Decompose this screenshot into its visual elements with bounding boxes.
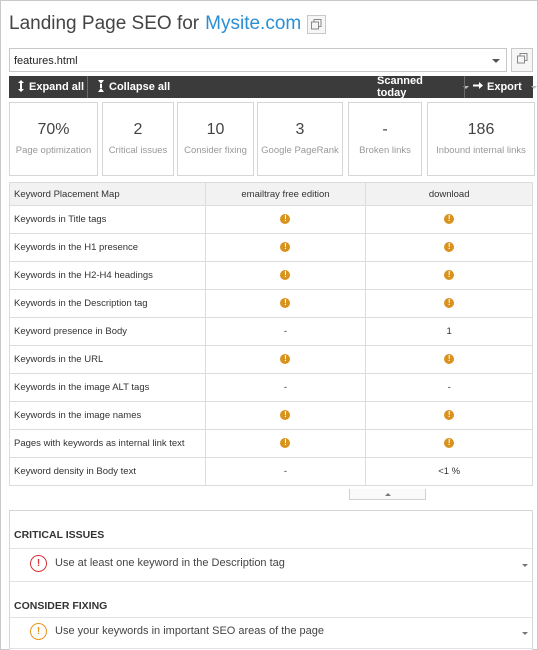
table-row	[10, 430, 533, 458]
toolbar	[9, 76, 533, 98]
stat-google-pagerank[interactable]	[257, 102, 343, 176]
stat-broken-links[interactable]	[348, 102, 422, 176]
row-label: Keyword presence in Body	[10, 318, 206, 346]
critical-issue-text: Use at least one keyword in the Description tag	[55, 557, 285, 569]
copy-url-button[interactable]	[511, 48, 533, 72]
url-row	[9, 48, 531, 72]
row-label: Keywords in the Description tag	[10, 290, 206, 318]
collapse-all-label: Collapse all	[109, 81, 171, 93]
export-button[interactable]	[465, 76, 533, 98]
stat-inbound-internal-links[interactable]	[427, 102, 535, 176]
warning-icon: !	[444, 354, 454, 364]
chevron-up-icon	[385, 493, 391, 496]
warning-icon: !	[280, 354, 290, 364]
status-cell	[205, 290, 366, 318]
stat-value: 2	[133, 121, 143, 138]
scanned-dropdown[interactable]	[369, 76, 469, 98]
warning-icon: !	[444, 214, 454, 224]
page-title	[9, 9, 326, 39]
consider-fixing-item[interactable]	[30, 621, 530, 641]
stat-label: Broken links	[359, 145, 411, 156]
status-cell	[205, 234, 366, 262]
warning-icon: !	[444, 298, 454, 308]
stat-label: Page optimization	[15, 145, 92, 156]
collapse-icon	[97, 80, 105, 95]
warning-icon: !	[280, 242, 290, 252]
warning-icon: !	[280, 270, 290, 280]
table-row	[10, 346, 533, 374]
page-title-text: Landing Page SEO for	[9, 13, 200, 34]
expand-icon	[17, 80, 25, 95]
warning-icon: !	[280, 214, 290, 224]
value-cell: -	[205, 318, 366, 346]
stats-row	[9, 102, 535, 176]
consider-fixing-heading: CONSIDER FIXING	[14, 600, 108, 612]
table-row	[10, 262, 533, 290]
stat-value: 186	[467, 121, 495, 138]
stat-critical-issues[interactable]	[102, 102, 174, 176]
value-cell: -	[205, 458, 366, 486]
table-row	[10, 290, 533, 318]
row-label: Keywords in the H1 presence	[10, 234, 206, 262]
status-cell	[366, 346, 533, 374]
warning-icon: !	[30, 623, 47, 640]
status-cell	[205, 402, 366, 430]
table-row	[10, 206, 533, 234]
divider	[10, 548, 532, 549]
row-label: Keywords in the image ALT tags	[10, 374, 206, 402]
stat-value: 3	[295, 121, 305, 138]
warning-icon: !	[280, 298, 290, 308]
collapse-all-button[interactable]	[89, 76, 179, 98]
status-cell	[366, 206, 533, 234]
value-cell: -	[366, 374, 533, 402]
stat-value: 10	[206, 121, 225, 138]
popout-icon[interactable]	[307, 15, 326, 34]
status-cell	[366, 290, 533, 318]
keyword-placement-table	[9, 182, 533, 486]
stat-value: 70%	[37, 121, 70, 138]
value-cell: <1 %	[366, 458, 533, 486]
collapse-table-button[interactable]	[349, 489, 426, 500]
status-cell	[366, 234, 533, 262]
column-header: Keyword Placement Map	[10, 183, 206, 206]
warning-icon: !	[280, 410, 290, 420]
toolbar-divider	[87, 76, 88, 98]
column-header: download	[366, 183, 533, 206]
status-cell	[366, 430, 533, 458]
warning-icon: !	[444, 438, 454, 448]
stat-consider-fixing[interactable]	[177, 102, 254, 176]
stat-label: Consider fixing	[184, 145, 247, 156]
expand-all-button[interactable]	[9, 76, 87, 98]
status-cell	[366, 262, 533, 290]
stat-label: Critical issues	[108, 145, 168, 156]
stat-value: -	[382, 121, 388, 138]
row-label: Keywords in Title tags	[10, 206, 206, 234]
url-select[interactable]	[9, 48, 507, 72]
status-cell	[366, 402, 533, 430]
chevron-down-icon[interactable]	[522, 564, 528, 567]
divider	[10, 617, 532, 618]
critical-issues-heading: CRITICAL ISSUES	[14, 529, 105, 541]
export-label: Export	[487, 81, 522, 93]
divider	[10, 648, 532, 649]
url-select-value: features.html	[14, 55, 78, 67]
copy-icon	[517, 51, 528, 69]
issues-panel	[9, 510, 533, 650]
row-label: Keywords in the URL	[10, 346, 206, 374]
table-row	[10, 458, 533, 486]
divider	[10, 581, 532, 582]
critical-issue-item[interactable]	[30, 553, 530, 573]
table-row	[10, 234, 533, 262]
chevron-down-icon	[531, 86, 537, 89]
table-row	[10, 374, 533, 402]
expand-all-label: Expand all	[29, 81, 85, 93]
warning-icon: !	[280, 438, 290, 448]
site-name-link[interactable]: Mysite.com	[205, 13, 302, 34]
table-header-row	[10, 183, 533, 206]
chevron-down-icon[interactable]	[522, 632, 528, 635]
warning-icon: !	[444, 242, 454, 252]
table-row	[10, 402, 533, 430]
warning-icon: !	[444, 270, 454, 280]
stat-page-optimization[interactable]	[9, 102, 98, 176]
stat-label: Google PageRank	[261, 145, 339, 156]
column-header: emailtray free edition	[205, 183, 366, 206]
table-row	[10, 318, 533, 346]
status-cell	[205, 262, 366, 290]
export-arrow-icon	[473, 81, 483, 93]
warning-icon: !	[444, 410, 454, 420]
value-cell: 1	[366, 318, 533, 346]
stat-label: Inbound internal links	[436, 145, 526, 156]
row-label: Keywords in the H2-H4 headings	[10, 262, 206, 290]
critical-error-icon: !	[30, 555, 47, 572]
consider-fixing-text: Use your keywords in important SEO areas of the page	[55, 625, 325, 637]
chevron-down-icon	[492, 59, 500, 63]
scanned-label: Scanned today	[377, 75, 423, 99]
status-cell	[205, 346, 366, 374]
status-cell	[205, 430, 366, 458]
row-label: Keyword density in Body text	[10, 458, 206, 486]
status-cell	[205, 206, 366, 234]
value-cell: -	[205, 374, 366, 402]
row-label: Pages with keywords as internal link text	[10, 430, 206, 458]
row-label: Keywords in the image names	[10, 402, 206, 430]
